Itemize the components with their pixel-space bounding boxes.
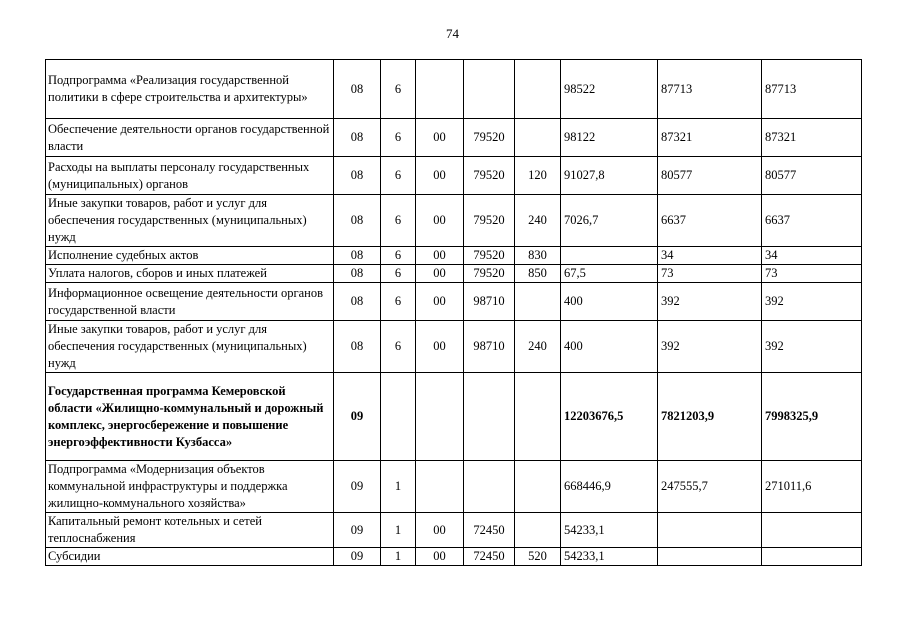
amount-year-1: 91027,8	[561, 157, 658, 195]
direction-code: 72450	[464, 548, 515, 566]
amount-year-1: 54233,1	[561, 548, 658, 566]
subprogram-code	[416, 60, 464, 119]
table-row	[46, 247, 862, 265]
table-row	[46, 321, 862, 373]
amount-year-1: 668446,9	[561, 461, 658, 513]
subprogram-code	[416, 373, 464, 461]
row-name: Капитальный ремонт котельных и сетей теплоснабжения	[46, 513, 334, 548]
program-code: 1	[381, 513, 416, 548]
amount-year-2: 392	[658, 283, 762, 321]
section-code: 09	[334, 548, 381, 566]
subprogram-code: 00	[416, 119, 464, 157]
table-row	[46, 60, 862, 119]
section-code: 08	[334, 195, 381, 247]
program-code: 6	[381, 247, 416, 265]
direction-code	[464, 461, 515, 513]
amount-year-2: 87321	[658, 119, 762, 157]
subprogram-code: 00	[416, 157, 464, 195]
subprogram-code: 00	[416, 283, 464, 321]
direction-code: 79520	[464, 157, 515, 195]
amount-year-1: 7026,7	[561, 195, 658, 247]
expense-type-code: 120	[515, 157, 561, 195]
amount-year-1: 400	[561, 321, 658, 373]
page-number: 74	[446, 26, 459, 41]
row-name: Уплата налогов, сборов и иных платежей	[46, 265, 334, 283]
subprogram-code: 00	[416, 247, 464, 265]
amount-year-2: 7821203,9	[658, 373, 762, 461]
program-code: 6	[381, 321, 416, 373]
amount-year-2: 247555,7	[658, 461, 762, 513]
program-code: 1	[381, 548, 416, 566]
amount-year-3: 87713	[762, 60, 862, 119]
expense-type-code	[515, 461, 561, 513]
table-row	[46, 119, 862, 157]
section-code: 08	[334, 321, 381, 373]
amount-year-1	[561, 247, 658, 265]
program-code: 6	[381, 119, 416, 157]
amount-year-3: 73	[762, 265, 862, 283]
expense-type-code: 520	[515, 548, 561, 566]
amount-year-1: 12203676,5	[561, 373, 658, 461]
program-code: 6	[381, 60, 416, 119]
subprogram-code: 00	[416, 321, 464, 373]
amount-year-3: 6637	[762, 195, 862, 247]
direction-code: 98710	[464, 283, 515, 321]
amount-year-2: 34	[658, 247, 762, 265]
direction-code: 79520	[464, 195, 515, 247]
expense-type-code: 850	[515, 265, 561, 283]
amount-year-3: 7998325,9	[762, 373, 862, 461]
direction-code: 72450	[464, 513, 515, 548]
amount-year-3: 34	[762, 247, 862, 265]
table-row	[46, 373, 862, 461]
budget-table	[45, 59, 862, 566]
amount-year-1: 67,5	[561, 265, 658, 283]
row-name: Исполнение судебных актов	[46, 247, 334, 265]
amount-year-2: 87713	[658, 60, 762, 119]
program-code: 6	[381, 283, 416, 321]
amount-year-2: 80577	[658, 157, 762, 195]
row-name: Государственная программа Кемеровской области «Жилищно-коммунальный и дорожный комплекс, энергосбережение и повышение энергоэффективности Кузбасса»	[46, 373, 334, 461]
direction-code	[464, 60, 515, 119]
amount-year-2: 392	[658, 321, 762, 373]
section-code: 08	[334, 157, 381, 195]
direction-code: 79520	[464, 119, 515, 157]
amount-year-3: 80577	[762, 157, 862, 195]
amount-year-3: 271011,6	[762, 461, 862, 513]
amount-year-1: 98522	[561, 60, 658, 119]
row-name: Расходы на выплаты персоналу государственных (муниципальных) органов	[46, 157, 334, 195]
expense-type-code: 830	[515, 247, 561, 265]
row-name: Субсидии	[46, 548, 334, 566]
amount-year-2: 73	[658, 265, 762, 283]
row-name: Иные закупки товаров, работ и услуг для обеспечения государственных (муниципальных) нужд	[46, 321, 334, 373]
table-row	[46, 461, 862, 513]
expense-type-code	[515, 119, 561, 157]
direction-code	[464, 373, 515, 461]
expense-type-code	[515, 513, 561, 548]
section-code: 08	[334, 119, 381, 157]
program-code	[381, 373, 416, 461]
amount-year-3	[762, 513, 862, 548]
row-name: Подпрограмма «Реализация государственной политики в сфере строительства и архитектуры»	[46, 60, 334, 119]
amount-year-1: 54233,1	[561, 513, 658, 548]
direction-code: 98710	[464, 321, 515, 373]
program-code: 6	[381, 265, 416, 283]
amount-year-2	[658, 513, 762, 548]
amount-year-3	[762, 548, 862, 566]
direction-code: 79520	[464, 265, 515, 283]
subprogram-code	[416, 461, 464, 513]
table-row	[46, 283, 862, 321]
section-code: 09	[334, 373, 381, 461]
expense-type-code	[515, 373, 561, 461]
direction-code: 79520	[464, 247, 515, 265]
row-name: Обеспечение деятельности органов государственной власти	[46, 119, 334, 157]
expense-type-code	[515, 283, 561, 321]
row-name: Информационное освещение деятельности органов государственной власти	[46, 283, 334, 321]
table-body	[46, 60, 862, 566]
table-row	[46, 548, 862, 566]
program-code: 6	[381, 157, 416, 195]
row-name: Подпрограмма «Модернизация объектов коммунальной инфраструктуры и поддержка жилищно-коммунального хозяйства»	[46, 461, 334, 513]
section-code: 09	[334, 513, 381, 548]
amount-year-3: 392	[762, 283, 862, 321]
table-row	[46, 265, 862, 283]
amount-year-2	[658, 548, 762, 566]
table-row	[46, 157, 862, 195]
expense-type-code: 240	[515, 321, 561, 373]
amount-year-3: 87321	[762, 119, 862, 157]
row-name: Иные закупки товаров, работ и услуг для обеспечения государственных (муниципальных) нужд	[46, 195, 334, 247]
section-code: 08	[334, 60, 381, 119]
subprogram-code: 00	[416, 265, 464, 283]
expense-type-code: 240	[515, 195, 561, 247]
subprogram-code: 00	[416, 548, 464, 566]
subprogram-code: 00	[416, 513, 464, 548]
section-code: 09	[334, 461, 381, 513]
amount-year-2: 6637	[658, 195, 762, 247]
amount-year-3: 392	[762, 321, 862, 373]
table-row	[46, 513, 862, 548]
amount-year-1: 400	[561, 283, 658, 321]
table-row	[46, 195, 862, 247]
program-code: 1	[381, 461, 416, 513]
section-code: 08	[334, 265, 381, 283]
section-code: 08	[334, 283, 381, 321]
section-code: 08	[334, 247, 381, 265]
amount-year-1: 98122	[561, 119, 658, 157]
subprogram-code: 00	[416, 195, 464, 247]
program-code: 6	[381, 195, 416, 247]
expense-type-code	[515, 60, 561, 119]
